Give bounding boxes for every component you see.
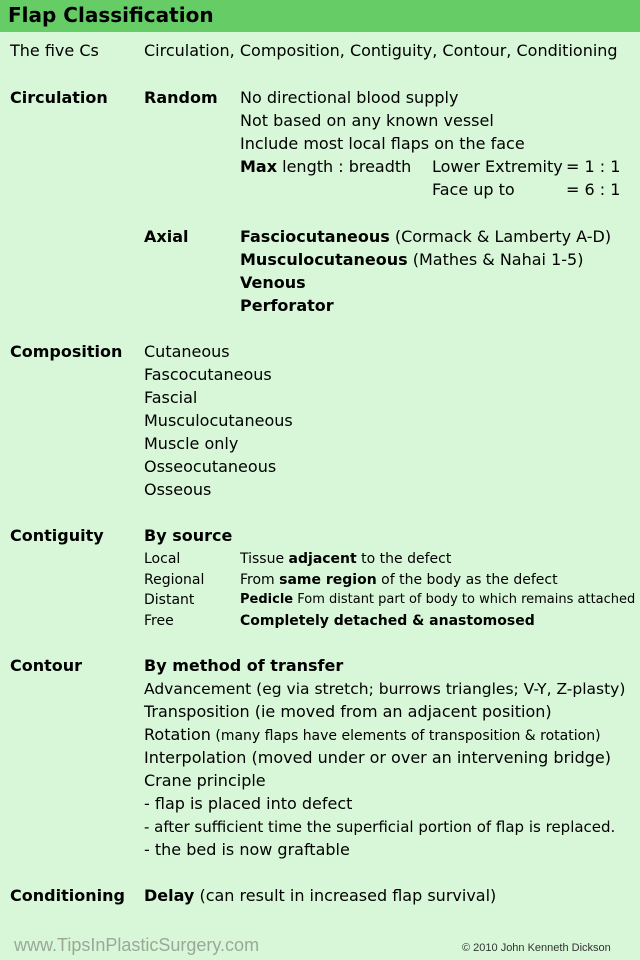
contour-line: - the bed is now graftable [144,840,350,859]
website-link[interactable]: www.TipsInPlasticSurgery.com [14,935,260,955]
ratio-site: Lower Extremity [432,157,563,176]
max-rest: length : breadth [277,157,412,176]
random-line: Include most local flaps on the face [240,134,525,153]
ratio-site: Face up to [432,180,515,199]
composition-item: Osseocutaneous [144,457,277,476]
composition-item: Fascial [144,388,198,407]
contour-line: Crane principle [144,771,266,790]
axial-item: Fasciocutaneous (Cormack & Lamberty A-D) [240,227,612,246]
ratio-eq: = 6 : 1 [566,180,621,199]
random-label: Random [144,88,218,107]
copyright: © 2010 John Kenneth Dickson [462,942,611,954]
axial-item: Perforator [240,296,334,315]
page-title: Flap Classification [8,3,214,27]
contour-heading: By method of transfer [144,656,344,675]
contour-label: Contour [10,656,83,675]
contiguity-type: Free [144,613,174,629]
random-line: No directional blood supply [240,88,459,107]
contour-line: Rotation (many flaps have elements of transposition & rotation) [144,725,601,744]
ratio-eq: = 1 : 1 [566,157,621,176]
composition-item: Osseous [144,480,212,499]
contiguity-desc: From same region of the body as the defect [240,572,558,588]
contour-line: Advancement (eg via stretch; burrows triangles; V-Y, Z-plasty) [144,680,626,698]
composition-item: Fascocutaneous [144,365,272,384]
conditioning-label: Conditioning [10,886,125,905]
composition-label: Composition [10,342,123,361]
contiguity-type: Local [144,551,181,567]
five-cs-value: Circulation, Composition, Contiguity, Contour, Conditioning [144,41,618,60]
contour-line: Interpolation (moved under or over an intervening bridge) [144,748,611,767]
max-bold: Max [240,157,278,176]
contiguity-type: Distant [144,592,195,608]
composition-item: Muscle only [144,434,239,453]
composition-item: Musculocutaneous [144,411,293,430]
contiguity-heading: By source [144,526,233,545]
contour-line: - flap is placed into defect [144,794,353,813]
contour-line: Transposition (ie moved from an adjacent position) [144,702,552,721]
header-bar [0,0,640,32]
random-line: Not based on any known vessel [240,111,494,130]
axial-item: Venous [240,273,306,292]
five-cs-label: The five Cs [10,41,99,60]
contiguity-desc: Pedicle Fom distant part of body to which remains attached [240,592,636,607]
circulation-label: Circulation [10,88,108,107]
composition-item: Cutaneous [144,342,230,361]
conditioning-value: Delay (can result in increased flap survival) [144,886,497,905]
contiguity-desc: Completely detached & anastomosed [240,613,535,629]
axial-label: Axial [144,227,189,246]
max-length-breadth [240,157,411,177]
contour-line: - after sufficient time the superficial portion of flap is replaced. [144,818,616,836]
contiguity-label: Contiguity [10,526,104,545]
contiguity-desc: Tissue adjacent to the defect [240,551,452,567]
axial-item: Musculocutaneous (Mathes & Nahai 1-5) [240,250,584,269]
contiguity-type: Regional [144,572,205,588]
